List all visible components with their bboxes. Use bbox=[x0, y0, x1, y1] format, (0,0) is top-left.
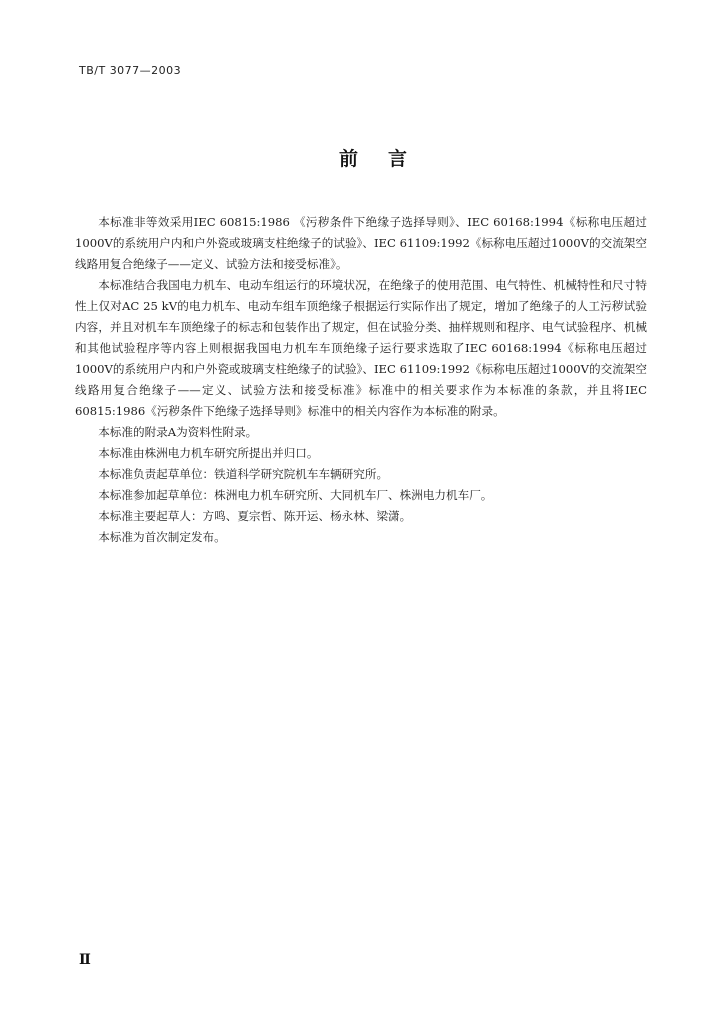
paragraph-first-release: 本标准为首次制定发布。 bbox=[98, 530, 226, 544]
paragraph-main-drafters: 本标准主要起草人：方鸣、夏宗哲、陈开运、杨永林、梁潇。 bbox=[98, 509, 412, 523]
page-title: 前言 bbox=[338, 148, 437, 170]
paragraph-adoption: 本标准非等效采用IEC 60815:1986 《污秽条件下绝缘子选择导则》、IEC 60168:1994《标称电压超过1000V的系统用户内和户外瓷或玻璃支柱绝缘子的试验》、IEC 61109:1992《标称电压超过1000V的交流架空线路用复合绝缘子——定义、试验方法和接受标准》。 bbox=[75, 215, 647, 271]
paragraph-responsible-drafter: 本标准负责起草单位：铁道科学研究院机车车辆研究所。 bbox=[98, 467, 389, 481]
paragraph-participating-drafters: 本标准参加起草单位：株洲电力机车研究所、大同机车厂、株洲电力机车厂。 bbox=[98, 488, 493, 502]
standard-code: TB/T 3077—2003 bbox=[79, 64, 182, 77]
paragraph-proposer: 本标准由株洲电力机车研究所提出并归口。 bbox=[98, 446, 319, 460]
page-number: Ⅱ bbox=[79, 952, 91, 968]
paragraph-scope: 本标准结合我国电力机车、电动车组运行的环境状况，在绝缘子的使用范围、电气特性、机械特性和尺寸特性上仅对AC 25 kV的电力机车、电动车组车顶绝缘子根据运行实际作出了规定，增加了绝缘子的人工污秽试验内容，并且对机车车顶绝缘子的标志和包装作出了规定，但在试验分类、抽样规则和程序、电气试验程序、机械和其他试验程序等内容上则根据我国电力机车车顶绝缘子运行要求选取了IEC 60168:1994《标称电压超过1000V的系统用户内和户外瓷或玻璃支柱绝缘子的试验》、IEC 61109:1992《标称电压超过1000V的交流架空线路用复合绝缘子——定义、试验方法和接受标准》标准中的相关要求作为本标准的条款，并且将IEC 60815:1986《污秽条件下绝缘子选择导则》标准中的相关内容作为本标准的附录。 bbox=[75, 278, 647, 418]
foreword-body bbox=[75, 212, 647, 548]
paragraph-appendix: 本标准的附录A为资料性附录。 bbox=[98, 425, 258, 439]
